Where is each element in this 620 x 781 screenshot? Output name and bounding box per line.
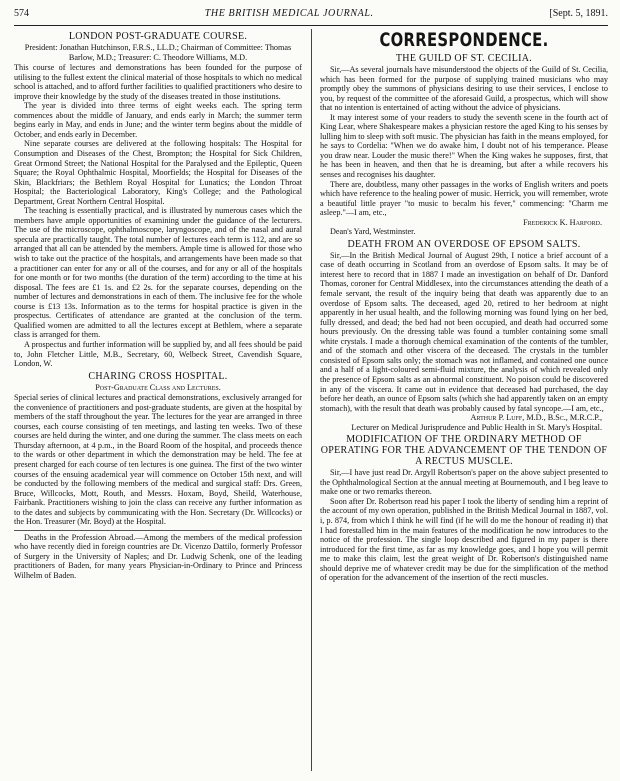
header-rule [14,25,608,26]
epsom-signature: Arthur P. Luff, M.D., B.Sc., M.R.C.P., [470,413,602,423]
page-number: 574 [14,8,29,19]
left-column [14,29,302,771]
charing-cross-paragraph: Special series of clinical lectures and practical demonstrations, exclusively arranged for the convenience of practitioners and post-graduate students, are given at the hospital by members of the staff throughout the year. The lectures for the year are arranged in three courses, each course consisting of ten meetings, and lasting ten weeks. Two of these courses are held during the winter, and one during the summer. The class meets on each Thursday afternoon, at 4 p.m., in the Board Room of the hospital, and proceeds thence to the wards or other department in which the demonstration may be held. The fee at present charged for each course of ten lectures is one guinea. The first of the two winter courses of the ensuing academical year will commence on October 15th next, and will be conducted by the following members of the medical and surgical staff: Drs. Green, Bruce, Willcocks, Mott, Routh, and Messrs. Hoxam, Boyd, Sheild, Waterhouse, Fairbank. Practitioners wishing to join the class can receive any further information as to the dates and subjects by communicating with the Hon. Secretary (Dr. Willcocks) or the Hon. Treasurer (Mr. Boyd) at the Hospital. [14,393,302,527]
course-paragraph: Nine separate courses are delivered at the following hospitals: The Hospital for Consumption and Diseases of the Chest, Brompton; the Hospital for Sick Children, Great Ormond Street; the National Hospital for the Paralysed and the Epileptic, Queen Square; the Royal Ophthalmic Hospital, Moorfields; the Hospital for Diseases of the Skin, Blackfriars; the Bethlem Royal Hospital for Lunatics; the London Throat Hospital; the Bacteriological Laboratory, King's College; and the Pathological Department, Great Northern Central Hospital. [14,139,302,206]
course-paragraph: The year is divided into three terms of eight weeks each. The spring term commences about the middle of January, and ends early in March; the summer term begins early in May, and ends in June; and the winter term begins about the middle of October, and ends early in December. [14,101,302,139]
rectus-paragraph: Sir,—I have just read Dr. Argyll Robertson's paper on the above subject presented to the Ophthalmological Section at the annual meeting at Bournemouth, and I beg leave to make one or two remarks thereon. [320,468,608,497]
deaths-note-block [14,530,302,581]
guild-signature: Frederick K. Harford. [523,217,602,227]
column-divider [311,29,312,771]
guild-place: Dean's Yard, Westminster. [330,227,416,237]
running-header [14,8,608,22]
guild-paragraph: It may interest some of your readers to study the seventh scene in the fourth act of King Lear, where Shakespeare makes a physician restore the aged King to his senses by lulling him to sleep with soft music. The physician has faith in the means employed, for he says to Cordelia: "When we do awake him, I doubt not of his temperance. Please you draw near. Louder the music there!" When the King wakes he supposes, first, that he has been in heaven, and then that he is dreaming, but after a while recovers his senses and recognises his daughter. [320,112,608,180]
right-column [320,29,608,771]
guild-title: THE GUILD OF ST. CECILIA. [395,53,533,64]
epsom-title: DEATH FROM AN OVERDOSE OF EPSOM SALTS. [347,238,581,250]
epsom-paragraph: Sir,—In the British Medical Journal of August 29th, I notice a brief account of a case of death occurring in Scotland from an overdose of Epsom salts. It may be of interest here to record that in 1887 I made an investigation on behalf of Dr. Danford Thomas, coroner for Central Middlesex, into the circumstances attending the death of a female servant, the result of the inquiry being that death was apparently due to an overdose of Epsom salts. The deceased, aged 20, retired to her bedroom at night apparently in her usual health, and the following morning was found lying on her bed, fully dressed, and dead; the bed had not been occupied, and death had occurred some hours previously. On the dressing table was found a tumbler containing some small white crystals. I made a thorough chemical examination of the contents of the tumbler, and of the stomach and other viscera of the deceased. The crystals in the tumbler consisted of Epsom salts only; the stomach was not inflamed, and contained one ounce and a half of a light-coloured semi-fluid mixture, the analysis of which revealed only the presence of Epsom salts as an abnormal constituent. No poison could be discovered in any of the viscera. It came out in evidence that deceased had purchased, the day before her death, an ounce of Epsom salts (which she had apparently taken on an empty stomach), with the result that death was probably caused by fatal syncope.—I am, etc., [320,250,608,413]
charing-cross-subtitle: Post-Graduate Class and Lectures. [95,382,221,392]
course-title: LONDON POST-GRADUATE COURSE. [68,31,248,42]
epsom-affiliation: Lecturer on Medical Jurisprudence and Public Health in St. Mary's Hospital. [351,422,602,432]
two-column-body [14,29,608,771]
rectus-title: MODIFICATION OF THE ORDINARY METHOD OF OPERATING FOR THE ADVANCEMENT OF THE TENDON OF A RECTUS MUSCLE. [320,434,608,468]
journal-title: THE BRITISH MEDICAL JOURNAL. [204,8,374,19]
charing-cross-title: CHARING CROSS HOSPITAL. [88,370,228,382]
course-officers: President: Jonathan Hutchinson, F.R.S., LL.D.; Chairman of Committee: Thomas Barlow, M.D.; Treasurer: C. Theodore Williams, M.D. [24,43,292,62]
guild-paragraph: Sir,—As several journals have misunderstood the objects of the Guild of St. Cecilia, which has been formed for the purpose of supplying trained musicians who may promptly obey the summons of physicians desiring to use their services, I enclose to you, by request of the committee of the aforesaid Guild, a prospectus, which will show that no intention is entertained of acting without the advice of physicians. [320,65,608,113]
deaths-abroad-note: Deaths in the Profession Abroad.—Among the members of the medical profession who have recently died in foreign countries are Dr. Vicenzo Dattilo, formerly Professor of Surgery in the University of Naples; and Dr. Ludwig Schenk, one of the leading practitioners of Baden, for many years Physician-in-Ordinary to Prince and Princess Wilhelm of Baden. [14,532,302,580]
issue-date: [Sept. 5, 1891. [549,8,608,19]
course-paragraph: A prospectus and further information will be supplied by, and all fees should be paid to, John Fletcher Little, M.B., Secretary, 60, Welbeck Street, Cavendish Square, London, W. [14,339,302,369]
rectus-paragraph: Soon after Dr. Robertson read his paper I took the liberty of sending him a reprint of the account of my own operation, published in the British Medical Journal in 1887, vol. i, p. 874, from which I think he will find (if he will do me the honour of reading it) that I had forestalled him in the main features of the modification he now introduces to the notice of the profession. The single loop described and figured in my paper is there introduced for the first time, as far as my knowledge goes, and I hope you will permit me to make this claim, lest the great weight of Dr. Robertson's distinguished name should deprive me of whatever credit may be due for the simplification of the method of operation for the advancement of the insertion of the recti muscles. [320,496,608,583]
course-paragraph: This course of lectures and demonstrations has been founded for the purpose of utilising to the fullest extent the clinical material of those hospitals to which no medical school is attached, and to afford further facilities to qualified practitioners who desire to improve their knowledge by the study of the diseases treated in those institutions. [14,63,302,101]
course-paragraph: The teaching is essentially practical, and is illustrated by numerous cases which the members have ample opportunities of examining under the guidance of the lecturers. The use of the microscope, ophthalmoscope, laryngoscope, and of the nasal and aural specula are practically taught. The total number of lectures each term is 112, and are so arranged that all can be attended by the members. Ample time is allowed for those who wish to take out the practice of the hospitals, and arrangements have been made so that a practitioner can enter for any or all of the courses, and for any or all of the hospitals for one month or for two months (the duration of the term) according to the time at his disposal. The fees are £1 1s. and £2 2s. for the separate courses, depending on the number of lectures and demonstrations in each of them. The inclusive fee for the whole course is £13 13s. Information as to the terms for hospital practice is given in the prospectus. Certificates of attendance are granted at the conclusion of the term. Qualified women are admitted to all the lectures except at Bethlem, where a separate class is arranged for them. [14,206,302,340]
correspondence-heading: CORRESPONDENCE. [379,29,549,51]
guild-paragraph: There are, doubtless, many other passages in the works of English writers and poets which have reference to the healing power of music. Herrick, you will remember, wrote a beautiful little prayer "to music to becalm his fever," commencing: "Charm me asleep."—I am, etc., [320,179,608,218]
